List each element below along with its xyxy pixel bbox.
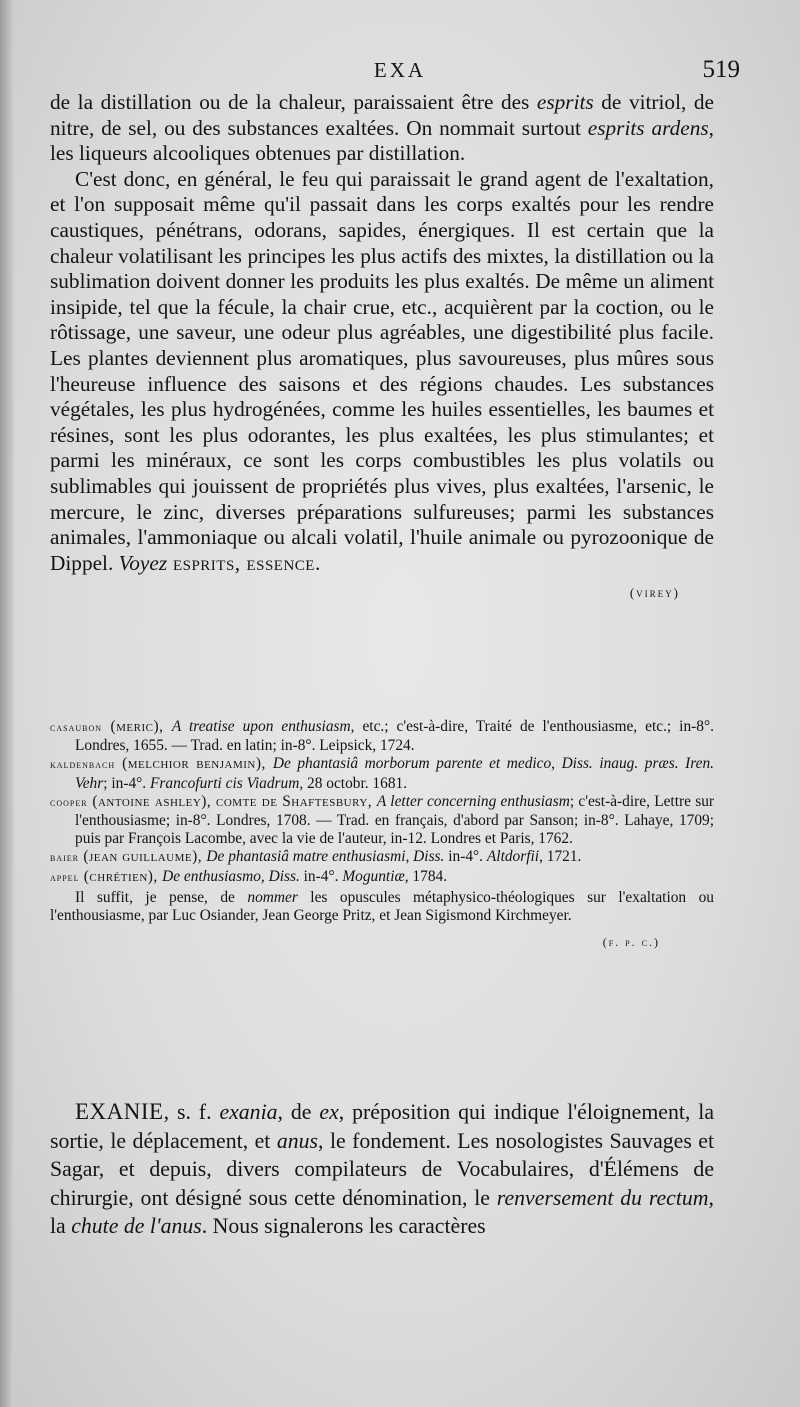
bib-title: De phantasiâ morborum parente et medico, Diss. inaug. præs. Iren. Vehr	[75, 755, 714, 792]
page-header	[0, 56, 800, 88]
bib-place: Francofurti cis Viadrum	[149, 774, 300, 792]
text-run: , les liqueurs alcooliques obtenues par distillation.	[50, 115, 714, 166]
bib-signature: (f. p. c.)	[602, 935, 660, 950]
bib-entry	[50, 868, 714, 887]
headword: EXANIE	[75, 1099, 164, 1124]
italic-run: anus	[276, 1128, 319, 1153]
text-run: les opuscules métaphysico-théologiques sur l'exaltation ou l'enthousiasme, par Luc Osiander, Jean George Pritz, et Jean Sigismond Kirchmeyer.	[50, 888, 714, 925]
bib-title: A letter concerning enthusiasm	[376, 792, 570, 810]
text-run: Il suffit, je pense, de	[75, 888, 248, 906]
bib-entry	[50, 718, 714, 755]
bib-details: in-4°.	[444, 848, 487, 866]
text-run: , le fondement. Les nosologistes Sauvages et Sagar, et depuis, divers compilateurs de Vocabulaires, d'Élémens de chirurgie, ont désigné sous cette dénomination, le	[50, 1128, 715, 1210]
bib-author: baier	[50, 852, 79, 865]
bib-entry	[50, 755, 714, 792]
bib-author-detail: (chrétien),	[79, 867, 163, 885]
bib-details: , etc.; c'est-à-dire, Traité de l'enthousiasme, etc.; in-8°. Londres, 1655. — Trad. en latin; in-8°. Leipsick, 1724.	[75, 718, 714, 755]
bib-title: A treatise upon enthusiasm	[171, 718, 351, 735]
text-run: de la distillation ou de la chaleur, paraissaient être des	[50, 90, 537, 114]
bib-author-detail: (jean guillaume),	[79, 848, 207, 866]
bib-details: in-4°.	[299, 867, 343, 885]
main-text	[50, 90, 714, 606]
text-run: , s. f.	[163, 1100, 220, 1124]
bib-author: appel	[50, 871, 80, 884]
italic-run: nommer	[247, 888, 298, 906]
bib-title: De phantasiâ matre enthusiasmi, Diss.	[206, 848, 445, 866]
cross-reference: esprits, essence.	[167, 550, 321, 575]
article-exanie	[50, 1098, 714, 1241]
bib-author: casaubon	[50, 722, 103, 734]
bib-place: Moguntiæ	[342, 867, 405, 885]
text-run: . Nous signalerons les caractères	[201, 1214, 486, 1239]
bib-author-detail: (melchior benjamin),	[115, 755, 273, 773]
bib-entry	[50, 793, 714, 849]
text-run: C'est donc, en général, le feu qui paraissait le grand agent de l'exaltation, et l'on supposait même qu'il passait dans les corps exaltés pour les rendre caustiques, pénétrans, odorans, sapides, énergiques. Il est certain que la chaleur volatilisant les principes les plus actifs des mixtes, la distillation ou la sublimation doivent donner les produits les plus exaltés. De même un aliment insipide, tel que la fécule, la chair crue, etc., acquièrent par la coction, ou le rôtissage, une saveur, une odeur plus agréables, une digestibilité plus facile. Les plantes deviennent plus aromatiques, plus savoureuses, plus mûres sous l'heureuse influence des saisons et des régions chaudes. Les substances végétales, les plus hydrogénées, comme les huiles essentielles, les baumes et résines, sont les plus odorantes, les plus exaltées, les plus stimulantes; et parmi les minéraux, ce sont les corps combustibles les plus volatils ou sublimables qui jouissent de propriétés plus vives, plus exaltées, l'arsenic, le mercure, le zinc, diverses préparations sulfureuses; parmi les substances animales, l'ammoniaque ou alcali volatil, l'huile animale ou pyrozoonique de Dippel.	[50, 166, 714, 575]
bib-author-detail: (antoine ashley), comte de Shaftesbury,	[87, 792, 377, 810]
page-binding-edge	[0, 0, 14, 1407]
bibliography	[50, 718, 714, 951]
bib-note	[50, 889, 714, 925]
bib-details: ; in-4°.	[103, 774, 150, 792]
running-head: EXA	[373, 58, 427, 82]
italic-run: esprits ardens	[587, 115, 709, 140]
italic-run: chute de l'anus	[71, 1214, 202, 1239]
article-paragraph	[50, 1098, 714, 1241]
italic-run: ex	[319, 1100, 339, 1124]
text-run: de vitriol, de nitre, de sel, ou des substances exaltées. On nommait surtout	[50, 90, 714, 140]
bib-author: kaldenbach	[50, 759, 116, 772]
bib-date: , 1721.	[539, 848, 582, 866]
author-signature: (virey)	[629, 585, 680, 601]
bib-title: De enthusiasmo, Diss.	[162, 867, 300, 885]
text-run: , préposition qui indique l'éloignement, la sortie, le déplacement, et	[50, 1100, 715, 1153]
bib-author-detail: (meric),	[102, 718, 172, 735]
bib-date: , 28 octobr. 1681.	[299, 774, 408, 792]
page-number: 519	[702, 56, 740, 83]
bib-entry	[50, 848, 714, 867]
text-run: , la	[50, 1185, 714, 1239]
text-run: , de	[277, 1100, 320, 1124]
italic-run: esprits	[536, 90, 594, 114]
bib-author: cooper	[50, 796, 88, 809]
bib-place: Altdorfii	[486, 848, 540, 866]
bib-details: ; c'est-à-dire, Lettre sur l'enthousiasme; in-8°. Londres, 1708. — Trad. en français, d'abord par Sanson; in-8°. Lahaye, 1709; puis par François Lacombe, avec la vie de l'auteur, in-12. Londres et Paris, 1762.	[75, 792, 715, 848]
bib-date: , 1784.	[404, 867, 448, 885]
italic-run: exania	[219, 1100, 278, 1124]
paragraph-1	[50, 90, 714, 167]
italic-run: Voyez	[118, 550, 168, 575]
paragraph-2	[50, 167, 714, 577]
italic-run: renversement du rectum	[496, 1185, 709, 1210]
